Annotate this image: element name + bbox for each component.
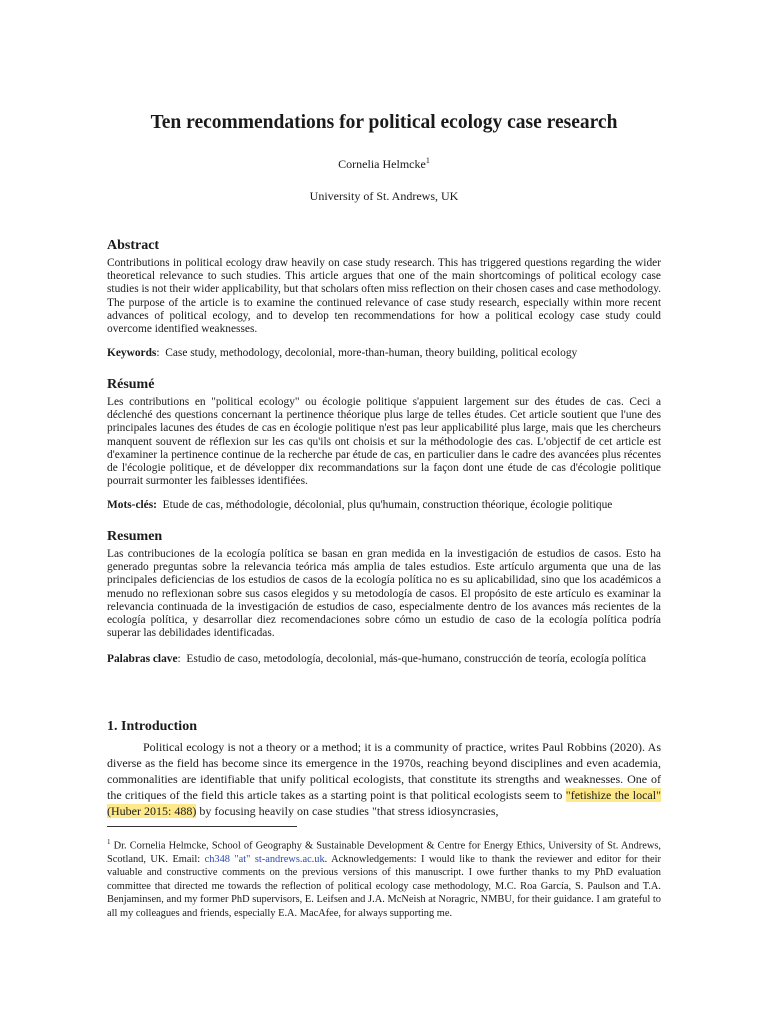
keywords-text: Case study, methodology, decolonial, more-than-human, theory building, political ecology (165, 347, 578, 359)
mots-cles-label: Mots-clés: (107, 499, 157, 511)
intro-text-before: Political ecology is not a theory or a method; it is a community of practice, writes Paul Robbins (2020). As diverse as the field has become since its emergence in the 1970s, reaching beyond disciplines and even academia, commonalities are identifiable that unify political ecologists, that constitute its strengths and weaknesses. One of the critiques of the field this article takes as a starting point is that political ecologists seem to (107, 740, 661, 802)
abstract-keywords: Keywords: Case study, methodology, decolonial, more-than-human, theory building, political ecology (107, 347, 578, 359)
introduction-paragraph (107, 739, 661, 819)
footnote-text-after: . Acknowledgements: I would like to thank the reviewer and editor for their valuable and constructive comments on the previous versions of this manuscript. I owe further thanks to my PhD evaluation committee that directed me towards the reflection of political ecology case methodology, M.C. Roa García, S. Paulson and T.A. Benjaminsen, and my former PhD supervisors, E. Leifsen and J.A. McNeish at Noragric, NMBU, for their guidance. I am grateful to all my colleagues and friends, especially E.A. MacAfee, for always supporting me. (107, 853, 661, 919)
author-footnote-mark[interactable]: 1 (425, 156, 430, 165)
author-line (0, 156, 768, 172)
footnote-divider (107, 826, 297, 827)
keywords-label: Keywords (107, 347, 157, 359)
palabras-clave-label: Palabras clave (107, 653, 178, 665)
palabras-clave-text: Estudio de caso, metodología, decolonial, más-que-humano, construcción de teoría, ecología política (186, 653, 647, 665)
author-name: Cornelia Helmcke (338, 157, 426, 171)
abstract-text: Contributions in political ecology draw heavily on case study research. This has triggered questions regarding the wider theoretical relevance to such studies. This article argues that one of the main shortcomings of political ecology case studies is not their wider applicability, but that scholars often miss reflection on their chosen cases and case methodology. The purpose of the article is to examine the continued relevance of case study research, especially within more recent advances of political ecology, and to develop ten recommendations for how a political ecology case study could overcome identified weaknesses. (107, 257, 661, 336)
mots-cles-text: Etude de cas, méthodologie, décolonial, plus qu'humain, construction théorique, écologie politique (162, 499, 613, 511)
abstract-heading: Abstract (107, 238, 160, 253)
resume-heading: Résumé (107, 377, 155, 392)
resume-keywords (107, 498, 661, 512)
resumen-keywords: Palabras clave: Estudio de caso, metodología, decolonial, más-que-humano, construcción de teoría, ecología política (107, 653, 647, 665)
resumen-text: Las contribuciones de la ecología política se basan en gran medida en la investigación de estudios de casos. Esto ha generado preguntas sobre la relevancia teórica más amplia de tales estudios. Este artículo argumenta que una de las principales deficiencias de los estudios de casos de la ecología política no es su aplicabilidad, sino que los académicos a menudo no reflexionan sobre sus casos elegidos y su metodología de casos. El propósito de este artículo es examinar la relevancia continuada de la investigación de estudios de caso, especialmente dentro de los avances más recientes de la ecología política, y desarrollar diez recomendaciones sobre cómo un estudio de caso de la ecología política podría superar las debilidades identificadas. (107, 548, 661, 640)
paper-title: Ten recommendations for political ecology case research (150, 112, 618, 133)
intro-text-after: by focusing heavily on case studies "that stress idiosyncrasies, (196, 804, 499, 818)
affiliation: University of St. Andrews, UK (309, 189, 459, 203)
resumen-heading: Resumen (107, 529, 163, 544)
introduction-heading: 1. Introduction (107, 719, 197, 734)
footnote-mark: 1 (107, 838, 111, 846)
footnote (107, 836, 661, 920)
resume-text: Les contributions en "political ecology" ou écologie politique s'appuient largement sur des études de cas. Ceci a déclenché des questions concernant la pertinence théorique plus large de telles études. Cet article soutient que l'une des principales lacunes des études de cas en écologie politique n'est pas leur applicabilité plus large, mais que les chercheurs manquent souvent de réflexion sur les cas qu'ils ont choisis et sur la méthodologie des cas. L'objectif de cet article est d'examiner la pertinence continue de la recherche par étude de cas, en particulier dans le cadre des avancées plus récentes de l'écologie politique, et de développer dix recommandations sur la façon dont une étude de cas d'écologie politique pourrait surmonter les faiblesses identifiées. (107, 396, 661, 488)
email-link[interactable]: ch348 "at" st-andrews.ac.uk (204, 853, 325, 865)
highlighted-citation: "fetishize the local" (Huber 2015: 488) (107, 788, 661, 818)
footnote-text-before: Dr. Cornelia Helmcke, School of Geography & Sustainable Development & Centre for Energy Ethics, University of St. Andrews, Scotland, UK. Email: (107, 840, 661, 865)
